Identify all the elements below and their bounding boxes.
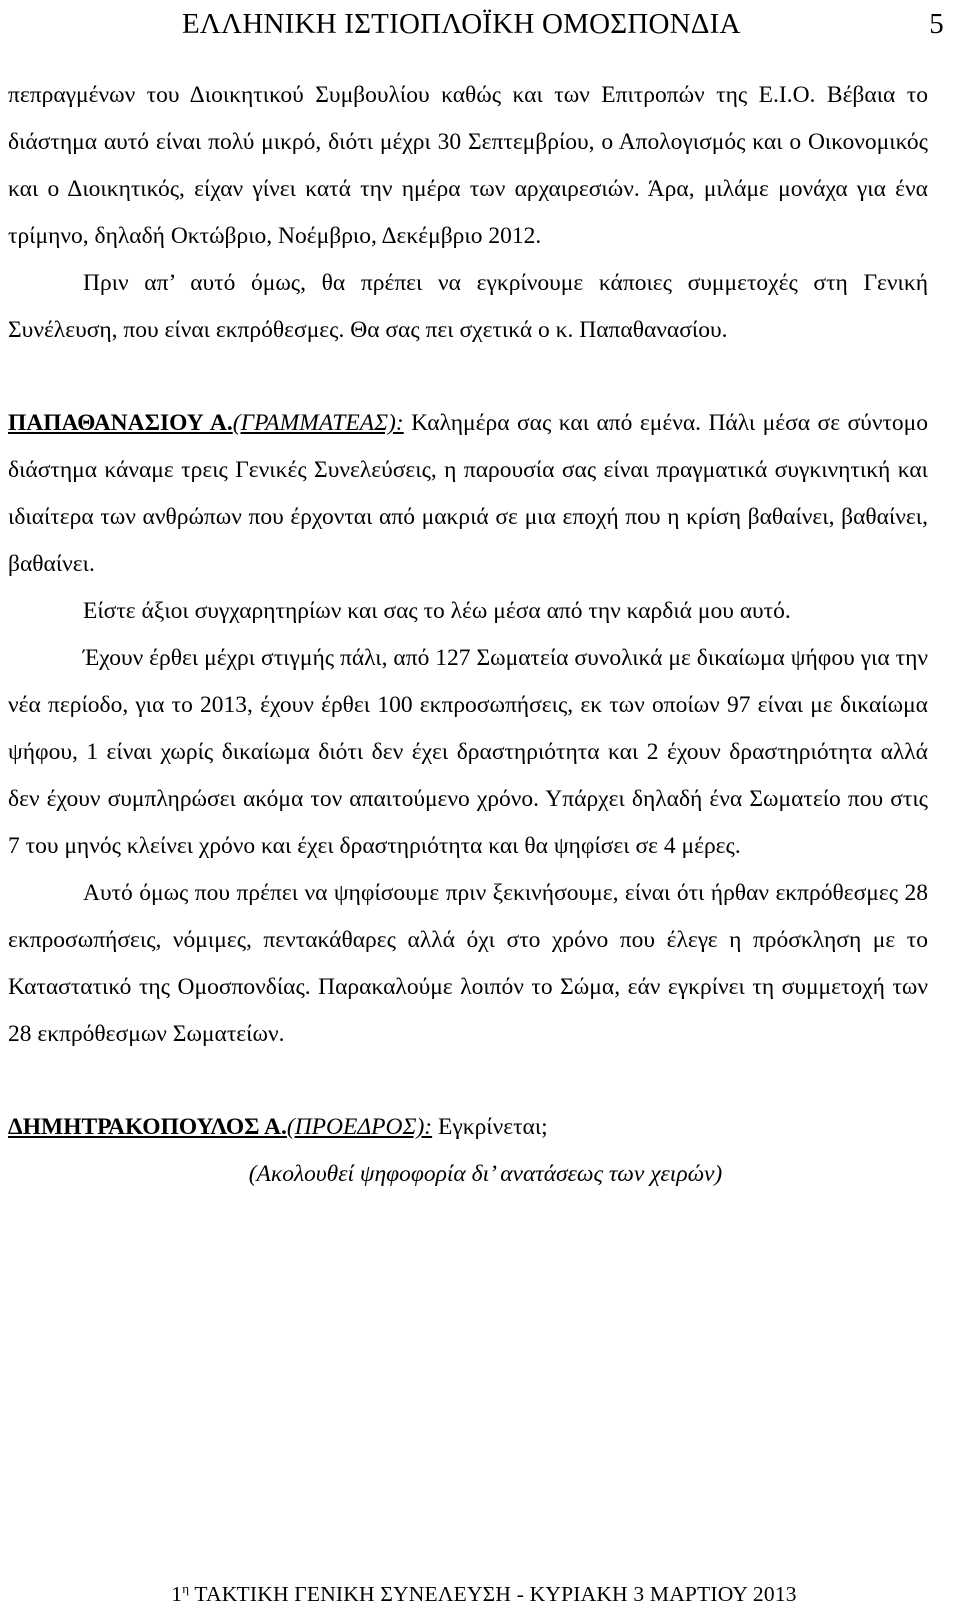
document-body [8, 72, 928, 1198]
speaker-role: (ΓΡΑΜΜΑΤΕΑΣ): [232, 410, 404, 436]
paragraph-gap [8, 354, 928, 400]
page-footer [0, 1574, 960, 1614]
speaker-statement: Εγκρίνεται; [432, 1114, 548, 1140]
footer-ordinal: 1 [171, 1582, 183, 1606]
paragraph-gap [8, 1058, 928, 1104]
header-title: ΕΛΛΗΝΙΚΗ ΙΣΤΙΟΠΛΟΪΚΗ ΟΜΟΣΠΟΝΔΙΑ [182, 8, 741, 40]
page-number: 5 [929, 8, 944, 40]
page-header [8, 4, 944, 44]
speaker-paragraph-papathanasiou [8, 400, 928, 588]
speaker-name: ΠΑΠΑΘΑΝΑΣΙΟΥ Α. [8, 410, 233, 436]
paragraph-congratulations: Είστε άξιοι συγχαρητηρίων και σας το λέω μέσα από την καρδιά μου αυτό. [83, 598, 791, 624]
paragraph-representations: Έχουν έρθει μέχρι στιγμής πάλι, από 127 Σωματεία συνολικά με δικαίωμα ψήφου για την νέα περίοδο, για το 2013, έχουν έρθει 100 εκπροσωπήσεις, εκ των οποίων 97 είναι με δικαίωμα ψήφου, 1 είναι χωρίς δικαίωμα διότι δεν έχει δραστηριότητα και 2 έχουν δραστηριότητα αλλά δεν έχουν συμπληρώσει ακόμα τον απαιτούμενο χρόνο. Υπάρχει δηλαδή ένα Σωματείο που στις 7 του μηνός κλείνει χρόνο και έχει δραστηριότητα και θα ψηφίσει σε 4 μέρες. [8, 645, 928, 859]
speaker-name: ΔΗΜΗΤΡΑΚΟΠΟΥΛΟΣ Α. [8, 1114, 287, 1140]
speaker-paragraph-dimitrakopoulos [8, 1104, 928, 1151]
speaker-statement: Καλημέρα σας και από εμένα. Πάλι μέσα σε σύντομο διάστημα κάναμε τρεις Γενικές Συνελεύσεις, η παρουσία σας είναι πραγματικά συγκινητική και ιδιαίτερα των ανθρώπων που έρχονται από μακριά σε μια εποχή που η κρίση βαθαίνει, βαθαίνει, βαθαίνει. [8, 410, 928, 577]
voting-note: (Ακολουθεί ψηφοφορία δι’ ανατάσεως των χειρών) [248, 1161, 723, 1187]
paragraph-late-submissions: Αυτό όμως που πρέπει να ψηφίσουμε πριν ξεκινήσουμε, είναι ότι ήρθαν εκπρόθεσμες 28 εκπροσωπήσεις, νόμιμες, πεντακάθαρες αλλά όχι στο χρόνο που έλεγε η πρόσκληση με το Καταστατικό της Ομοσπονδίας. Παρακαλούμε λοιπόν το Σώμα, εάν εγκρίνει τη συμμετοχή των 28 εκπρόθεσμων Σωματείων. [8, 880, 928, 1047]
speaker-role: (ΠΡΟΕΔΡΟΣ): [286, 1114, 433, 1140]
paragraph-approval-request: Πριν απ’ αυτό όμως, θα πρέπει να εγκρίνουμε κάποιες συμμετοχές στη Γενική Συνέλευση, που είναι εκπρόθεσμες. Θα σας πει σχετικά ο κ. Παπαθανασίου. [8, 270, 928, 343]
footer-text: ΤΑΚΤΙΚΗ ΓΕΝΙΚΗ ΣΥΝΕΛΕΥΣΗ - ΚΥΡΙΑΚΗ 3 ΜΑΡΤΙΟΥ 2013 [189, 1582, 797, 1606]
paragraph-continuation: πεπραγμένων του Διοικητικού Συμβουλίου καθώς και των Επιτροπών της Ε.Ι.Ο. Βέβαια το διάστημα αυτό είναι πολύ μικρό, διότι μέχρι 30 Σεπτεμβρίου, ο Απολογισμός και ο Οικονομικός και ο Διοικητικός, είχαν γίνει κατά την ημέρα των αρχαιρεσιών. Άρα, μιλάμε μονάχα για ένα τρίμηνο, δηλαδή Οκτώβριο, Νοέμβριο, Δεκέμβριο 2012. [8, 82, 928, 249]
footer-ordinal-suffix: η [182, 1580, 190, 1596]
